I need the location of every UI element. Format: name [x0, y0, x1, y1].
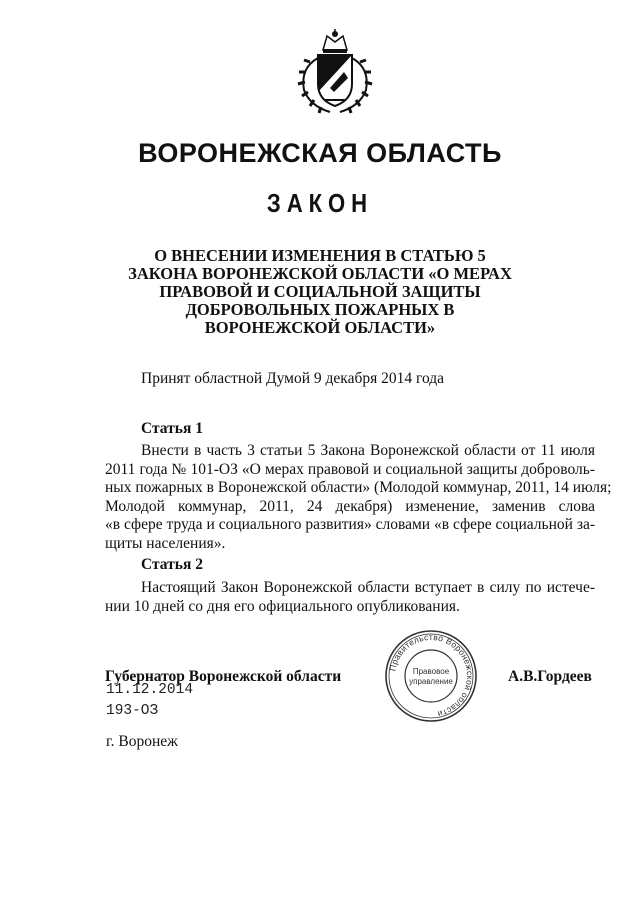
signer-name: А.В.Гордеев: [508, 668, 592, 685]
text-line: «в сфере труда и социального развития» словами «в сфере социальной за-: [105, 516, 595, 533]
title-line: ПРАВОВОЙ И СОЦИАЛЬНОЙ ЗАЩИТЫ: [159, 282, 481, 301]
signer-position: Губернатор Воронежской области: [105, 668, 342, 685]
coat-of-arms-icon: [290, 28, 380, 118]
signing-date: 11.12.2014: [106, 682, 194, 698]
text-line: нии 10 дней со дня его официального опубликования.: [105, 597, 460, 615]
seal-center-text: управление: [409, 677, 453, 686]
text-line: щиты населения».: [105, 534, 226, 552]
document-type: ЗАКОН: [266, 188, 374, 218]
article-2-text: [105, 579, 595, 616]
text-line: Молодой коммунар, 2011, 24 декабря) изменение, заменив слова: [105, 497, 595, 515]
title-line: ДОБРОВОЛЬНЫХ ПОЖАРНЫХ В: [185, 300, 455, 319]
title-line: ВОРОНЕЖСКОЙ ОБЛАСТИ»: [204, 318, 436, 337]
text-line: 2011 года № 101-ОЗ «О мерах правовой и социальной защиты доброволь-: [105, 460, 595, 478]
text-line: Настоящий Закон Воронежской области вступает в силу по истече-: [141, 579, 595, 596]
article-1-heading: Статья 1: [141, 420, 203, 437]
seal-center-text: Правовое: [412, 667, 450, 676]
article-1-text: [105, 442, 612, 553]
signing-city: г. Воронеж: [106, 733, 178, 750]
seal-ring-text: Правительство Воронежской области: [387, 631, 476, 720]
adoption-note: Принят областной Думой 9 декабря 2014 года: [141, 370, 445, 387]
text-line: Внести в часть 3 статьи 5 Закона Воронежской области от 11 июля: [141, 442, 595, 459]
law-number: 193-ОЗ: [106, 703, 159, 719]
text-line: ных пожарных в Воронежской области» (Молодой коммунар, 2011, 14 июля;: [105, 479, 612, 496]
law-title: [120, 247, 520, 337]
title-line: О ВНЕСЕНИИ ИЗМЕНЕНИЯ В СТАТЬЮ 5: [154, 246, 486, 265]
seal-stamp: [383, 628, 479, 724]
title-line: ЗАКОНА ВОРОНЕЖСКОЙ ОБЛАСТИ «О МЕРАХ: [128, 264, 512, 283]
article-2-heading: Статья 2: [141, 556, 203, 573]
region-heading: ВОРОНЕЖСКАЯ ОБЛАСТЬ: [138, 138, 502, 168]
